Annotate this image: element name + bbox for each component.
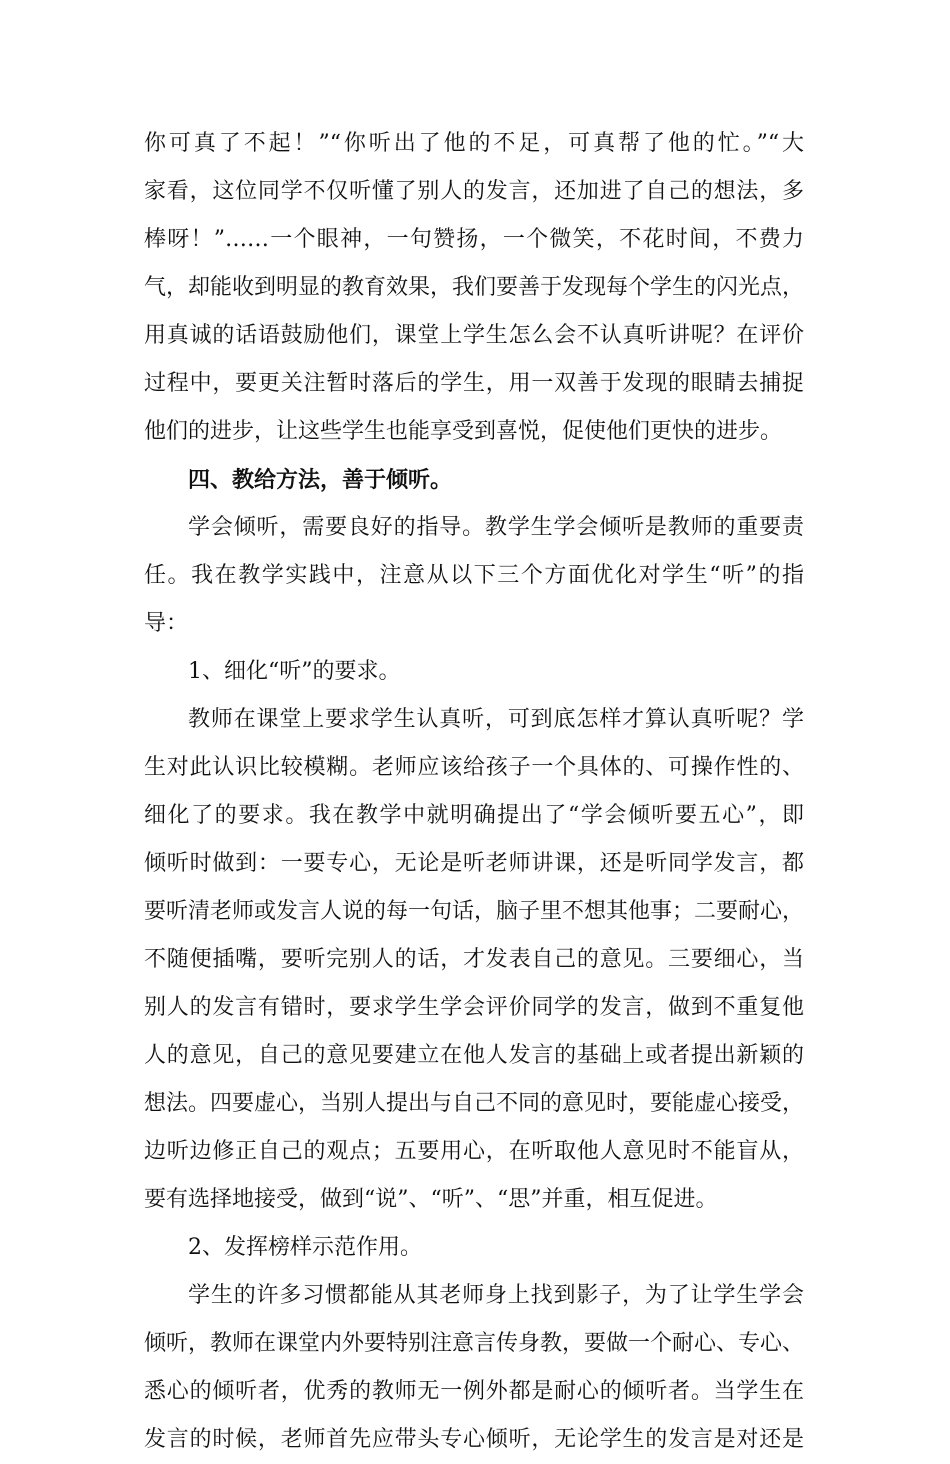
text-line: 悉心的倾听者，优秀的教师无一例外都是耐心的倾听者。当学生在 [144, 1379, 804, 1404]
document-body [144, 120, 804, 1464]
subsection-heading: 1、细化“听”的要求。 [188, 659, 401, 684]
text-line: 学生的许多习惯都能从其老师身上找到影子，为了让学生学会 [188, 1283, 804, 1308]
text-line: 细化了的要求。我在教学中就明确提出了“学会倾听要五心”，即 [144, 803, 804, 828]
text-line: 边听边修正自己的观点；五要用心，在听取他人意见时不能盲从， [144, 1139, 804, 1164]
text-line: 气，却能收到明显的教育效果，我们要善于发现每个学生的闪光点， [144, 275, 805, 300]
text-line: 你可真了不起！”“你听出了他的不足，可真帮了他的忙。”“大 [144, 131, 804, 156]
text-line: 不随便插嘴，要听完别人的话，才发表自己的意见。三要细心，当 [144, 947, 804, 972]
text-line: 发言的时候，老师首先应带头专心倾听，无论学生的发言是对还是 [144, 1427, 804, 1452]
text-line: 生对此认识比较模糊。老师应该给孩子一个具体的、可操作性的、 [144, 755, 804, 780]
text-line: 想法。四要虚心，当别人提出与自己不同的意见时，要能虚心接受， [144, 1091, 805, 1116]
text-line: 学会倾听，需要良好的指导。教学生学会倾听是教师的重要责 [188, 515, 804, 540]
text-line: 教师在课堂上要求学生认真听，可到底怎样才算认真听呢？学 [188, 707, 804, 732]
text-line: 导： [144, 611, 189, 636]
text-line: 用真诚的话语鼓励他们，课堂上学生怎么会不认真听讲呢？在评价 [144, 323, 804, 348]
text-line: 要有选择地接受，做到“说”、“听”、“思”并重，相互促进。 [144, 1187, 718, 1212]
text-line: 任。我在教学实践中，注意从以下三个方面优化对学生“听”的指 [144, 563, 804, 588]
subsection-heading: 2、发挥榜样示范作用。 [188, 1235, 422, 1260]
text-line: 倾听，教师在课堂内外要特别注意言传身教，要做一个耐心、专心、 [144, 1331, 805, 1356]
text-line: 过程中，要更关注暂时落后的学生，用一双善于发现的眼睛去捕捉 [144, 371, 804, 396]
text-line: 他们的进步，让这些学生也能享受到喜悦，促使他们更快的进步。 [144, 419, 783, 444]
text-line: 别人的发言有错时，要求学生学会评价同学的发言，做到不重复他 [144, 995, 804, 1020]
text-line: 倾听时做到：一要专心，无论是听老师讲课，还是听同学发言，都 [144, 851, 804, 876]
text-line: 要听清老师或发言人说的每一句话，脑子里不想其他事；二要耐心， [144, 899, 805, 924]
section-heading: 四、教给方法，善于倾听。 [188, 467, 453, 493]
text-line: 家看，这位同学不仅听懂了别人的发言，还加进了自己的想法，多 [144, 179, 804, 204]
text-line: 棒呀！”……一个眼神，一句赞扬，一个微笑，不花时间，不费力 [144, 227, 804, 252]
text-line: 人的意见，自己的意见要建立在他人发言的基础上或者提出新颖的 [144, 1043, 804, 1068]
